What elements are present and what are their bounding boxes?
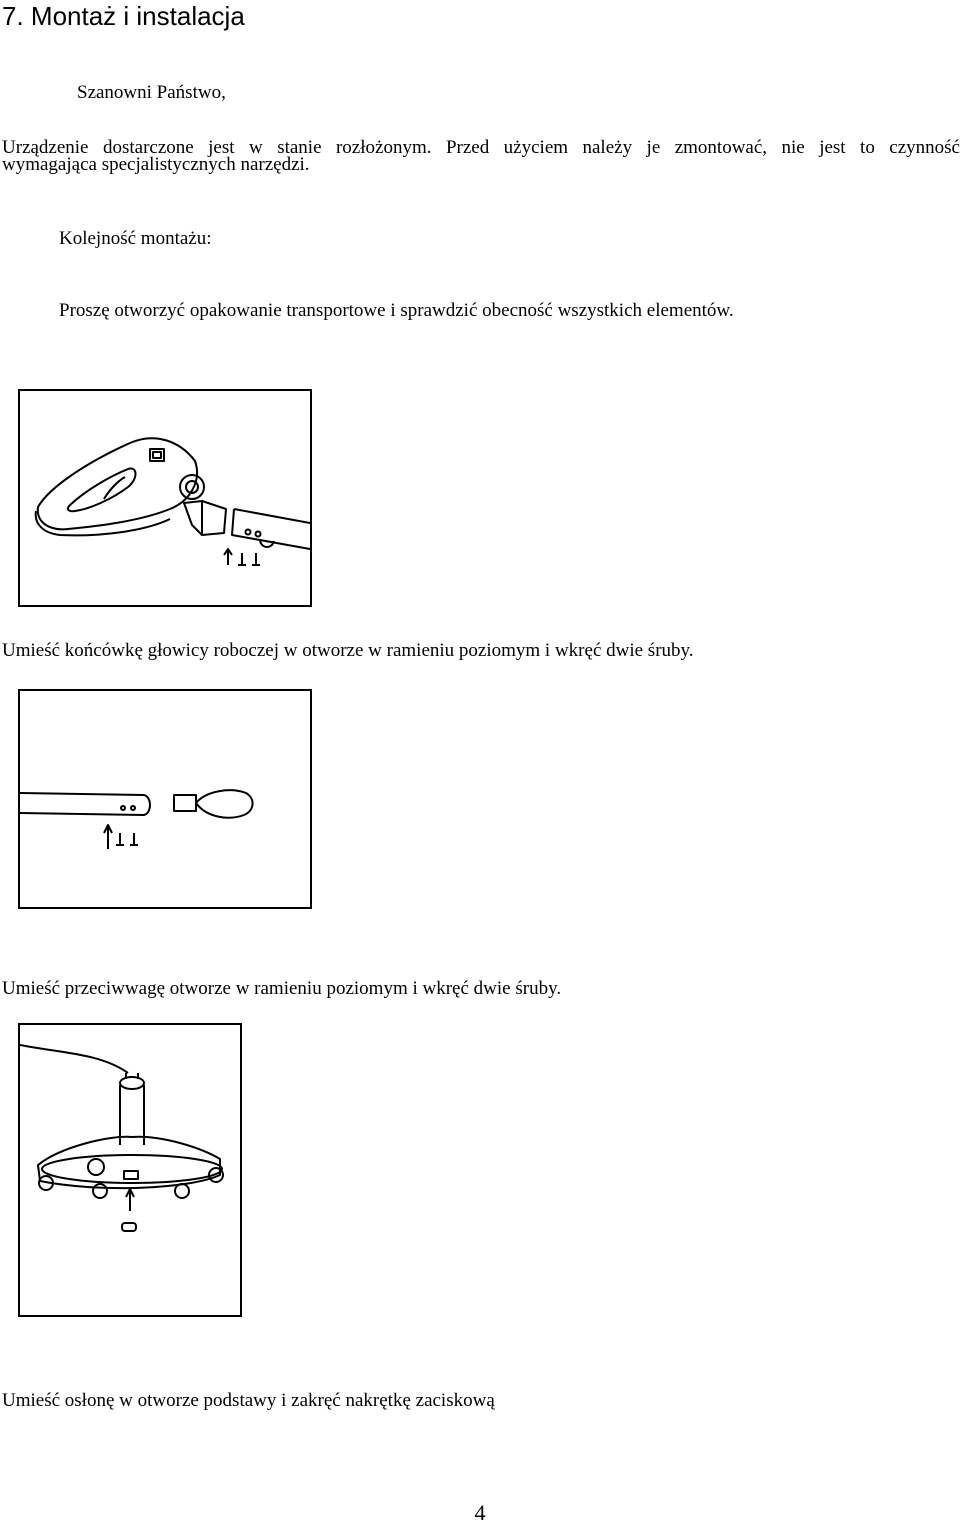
check-contents-instruction: Proszę otworzyć opakowanie transportowe i sprawdzić obecność wszystkich elementów. (59, 300, 734, 321)
assembly-order-label: Kolejność montażu: (59, 228, 212, 249)
step-1-caption: Umieść końcówkę głowicy roboczej w otworze w ramieniu poziomym i wkręć dwie śruby. (2, 640, 694, 661)
head-arm-illustration (20, 391, 310, 605)
salutation: Szanowni Państwo, (77, 82, 226, 103)
page-number: 4 (474, 1500, 486, 1525)
base-illustration (20, 1025, 240, 1315)
step-2-caption: Umieść przeciwwagę otworze w ramieniu poziomym i wkręć dwie śruby. (2, 978, 562, 999)
step-3-caption: Umieść osłonę w otworze podstawy i zakręć nakrętkę zaciskową (2, 1390, 495, 1411)
counterweight-illustration (20, 691, 310, 907)
intro-line-2: wymagająca specjalistycznych narzędzi. (2, 154, 310, 175)
intro-line-1: Urządzenie dostarczone jest w stanie rozłożonym. Przed użyciem należy je zmontować, nie jest to czynność (2, 137, 960, 158)
section-heading: 7. Montaż i instalacja (2, 1, 245, 31)
figure-base-cover (18, 1023, 242, 1317)
figure-counterweight (18, 689, 312, 909)
figure-head-attachment (18, 389, 312, 607)
